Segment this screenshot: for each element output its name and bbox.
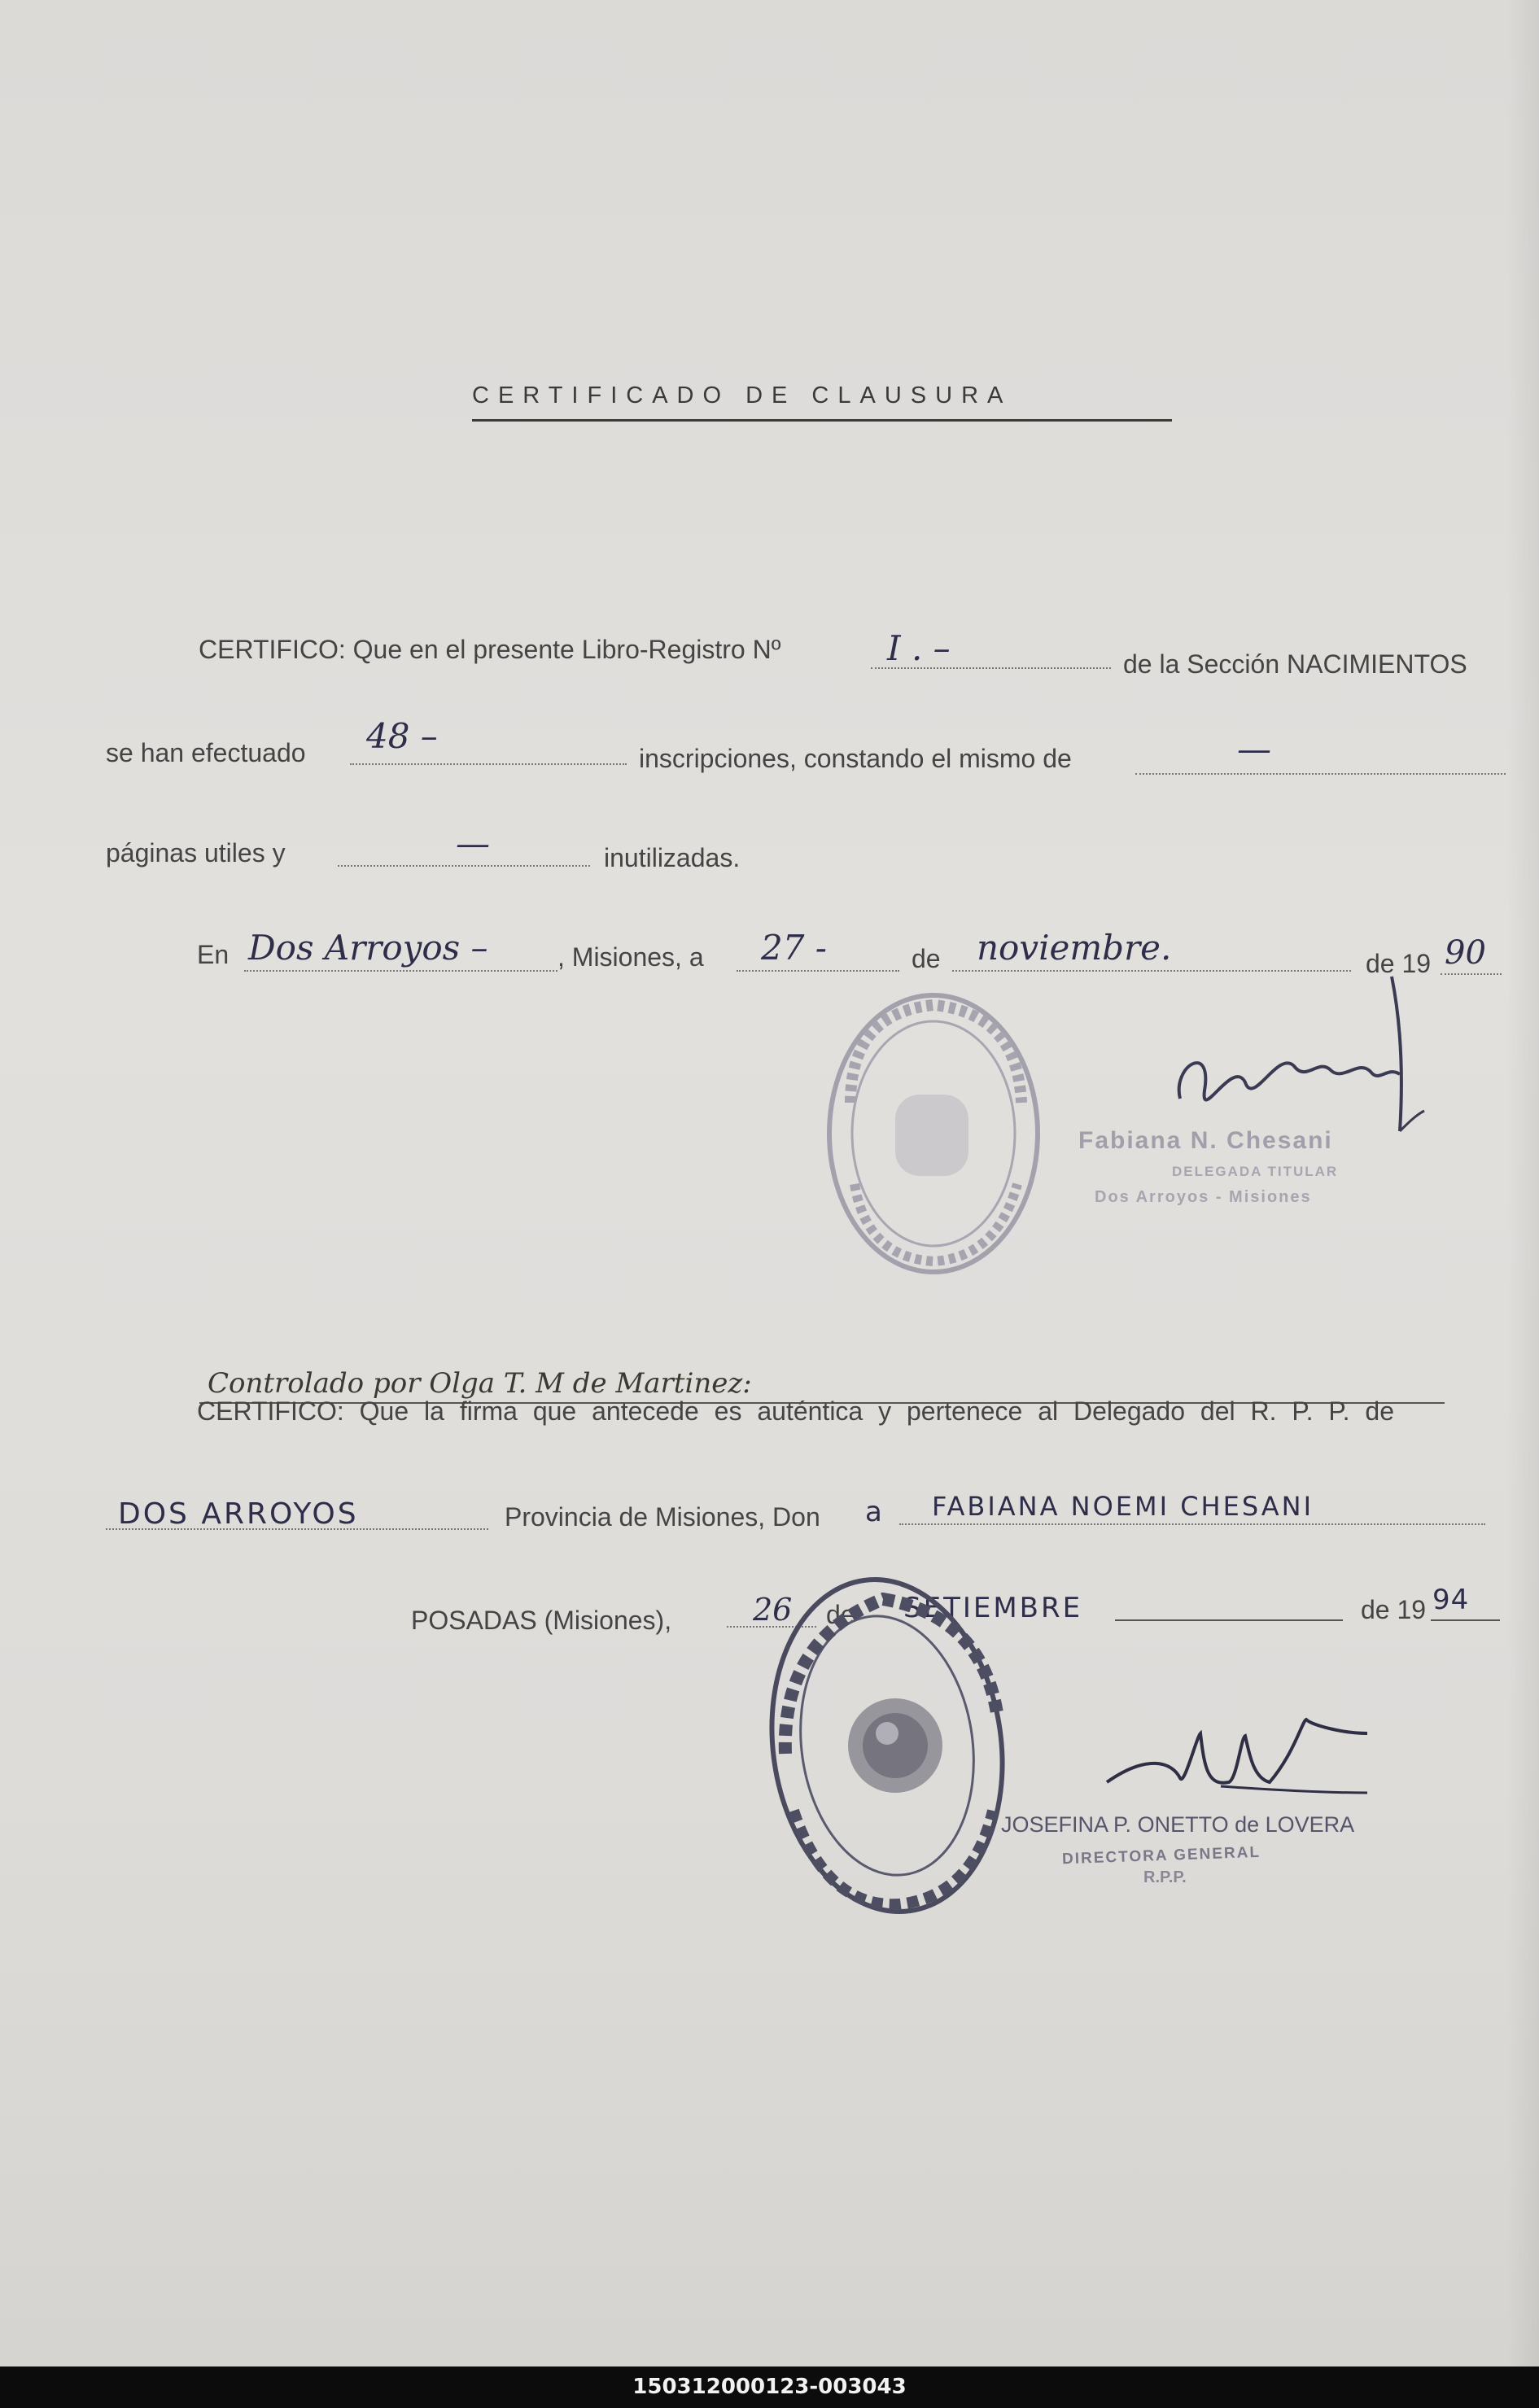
dotted-line (350, 763, 627, 765)
certifico-text-2: CERTIFICO: Que la firma que antecede es auténtica y pertenece al Delegado del R. P. P. de (197, 1396, 1394, 1426)
stamp-delegada-role: DELEGADA TITULAR (1172, 1164, 1339, 1179)
scan-id-bar: 150312000123-003043 (0, 2366, 1539, 2408)
handwritten-inscripciones-count: 48 – (366, 716, 438, 756)
de-text-2: de (826, 1600, 855, 1629)
inscripciones-text: inscripciones, constando el mismo de (639, 744, 1072, 773)
handwritten-day-2: 26 (753, 1592, 793, 1628)
de-19-text: de 19 (1366, 949, 1432, 978)
underline (1115, 1619, 1343, 1621)
underline (1431, 1619, 1500, 1621)
certifico-text-1: CERTIFICO: Que en el presente Libro-Registro Nº (199, 635, 781, 664)
dotted-line (899, 1523, 1485, 1525)
dotted-line (1135, 773, 1506, 775)
handwritten-locality: DOS ARROYOS (118, 1497, 359, 1531)
stamp-rpp: R.P.P. (1143, 1868, 1187, 1886)
handwritten-paginas-count: — (1237, 729, 1271, 769)
handwritten-day: 27 - (761, 928, 827, 968)
handwritten-libro-number: I . – (887, 628, 951, 668)
provincia-text: Provincia de Misiones, Don (505, 1502, 820, 1532)
seccion-text: de la Sección NACIMIENTOS (1123, 649, 1467, 679)
stamp-delegada-location: Dos Arroyos - Misiones (1095, 1188, 1312, 1206)
document-title: CERTIFICADO DE CLAUSURA (472, 382, 1172, 422)
direccion-general-seal (761, 1567, 1013, 1925)
stamp-directora-role: DIRECTORA GENERAL (1061, 1843, 1261, 1868)
dotted-line (737, 970, 899, 972)
handwritten-year: 90 (1445, 934, 1486, 972)
posadas-text: POSADAS (Misiones), (411, 1606, 672, 1635)
handwritten-dona-suffix: a (865, 1496, 885, 1528)
handwritten-year-2: 94 (1432, 1584, 1470, 1616)
stamp-directora-name: JOSEFINA P. ONETTO de LOVERA (1001, 1812, 1355, 1837)
se-han-text: se han efectuado (106, 738, 306, 767)
dotted-line (244, 970, 557, 972)
de-text: de (912, 944, 941, 973)
stamp-delegada-name: Fabiana N. Chesani (1078, 1127, 1333, 1154)
handwritten-place: Dos Arroyos – (248, 928, 488, 968)
de-19-text-2: de 19 (1361, 1595, 1427, 1624)
handwritten-month: noviembre. (977, 928, 1172, 968)
misiones-text: , Misiones, a (557, 942, 704, 972)
directora-signature (1099, 1705, 1375, 1811)
inutilizadas-text: inutilizadas. (604, 843, 741, 872)
handwritten-controlado: Controlado por Olga T. M de Martinez: (208, 1367, 752, 1400)
en-text: En (197, 940, 230, 969)
handwritten-name: FABIANA NOEMI CHESANI (932, 1491, 1314, 1522)
handwritten-month-2: SETIEMBRE (903, 1592, 1083, 1624)
dotted-line (1441, 973, 1502, 975)
dotted-line (338, 865, 590, 867)
handwritten-inutilizadas-count: — (456, 824, 490, 863)
registry-seal-oval (818, 981, 1054, 1286)
paginas-text: páginas utiles y (106, 838, 286, 867)
